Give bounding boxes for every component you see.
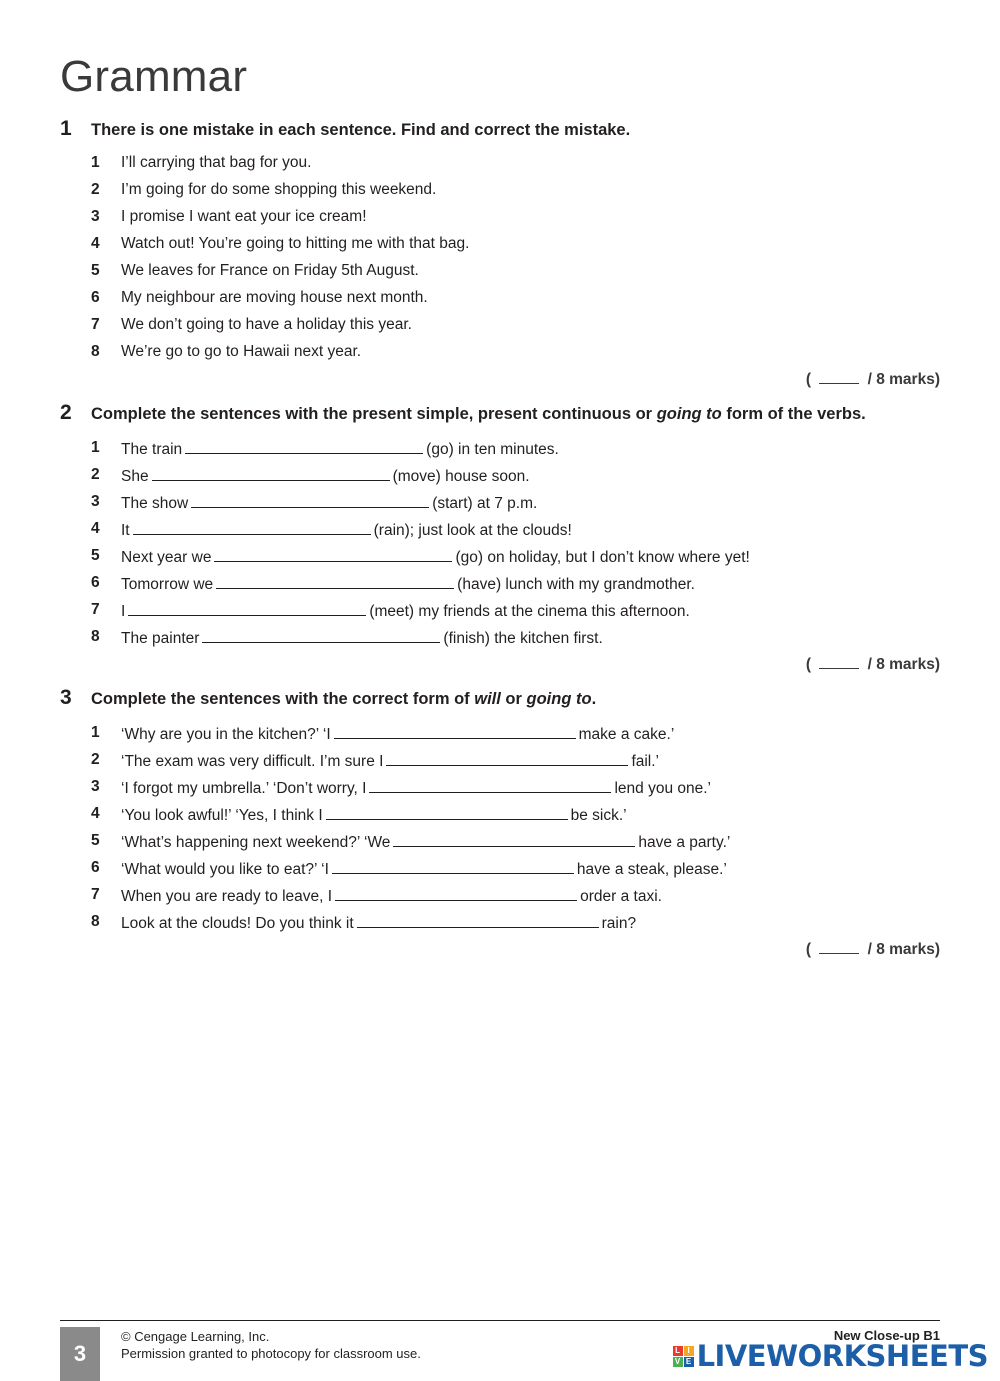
item-number: 5 [91, 832, 100, 849]
answer-blank[interactable] [214, 547, 452, 562]
instruction-italic: going to [656, 405, 722, 423]
instruction-part: . [591, 690, 597, 708]
brand-wordmark: LIVEWORKSHEETS [696, 1339, 988, 1373]
item-number: 5 [91, 547, 100, 564]
section-number: 2 [60, 401, 72, 424]
item-text-before: Watch out! You’re going to hitting me with that bag. [121, 235, 470, 252]
marks-score: ( / 8 marks) [805, 371, 940, 388]
item-text-after: (go) on holiday, but I don’t know where yet! [455, 549, 750, 566]
item-number: 3 [91, 208, 100, 225]
score-blank[interactable] [819, 939, 859, 954]
item-text-after: (finish) the kitchen first. [443, 630, 603, 647]
section-number: 1 [60, 117, 72, 140]
item-text-before: We’re go to go to Hawaii next year. [121, 343, 362, 360]
logo-letter: E [684, 1357, 694, 1367]
item-number: 7 [91, 601, 100, 618]
item-number: 8 [91, 628, 100, 645]
item-number: 8 [91, 343, 100, 360]
item-text-before: The train [121, 441, 183, 458]
item-text-before: ‘Why are you in the kitchen?’ ‘I [121, 726, 331, 743]
item-text-after: (move) house soon. [392, 468, 530, 485]
item-text [121, 574, 695, 594]
permission-text: Permission granted to photocopy for classroom use. [121, 1346, 421, 1361]
item-number: 4 [91, 235, 100, 252]
answer-blank[interactable] [357, 913, 599, 928]
liveworksheets-logo [673, 1341, 988, 1371]
item-text-before: I [121, 603, 126, 620]
item-text-after: have a party.’ [638, 834, 731, 851]
item-text [121, 601, 690, 621]
item-text [121, 262, 419, 280]
item-text [121, 520, 572, 540]
item-text [121, 466, 530, 486]
marks-label: / 8 marks) [867, 941, 940, 958]
item-number: 4 [91, 805, 100, 822]
item-text [121, 343, 361, 361]
item-text [121, 547, 750, 567]
item-text-before: I’m going for do some shopping this weekend. [121, 181, 437, 198]
item-text-before: Tomorrow we [121, 576, 214, 593]
item-text [121, 832, 730, 852]
item-number: 5 [91, 262, 100, 279]
instruction-italic: will [474, 690, 501, 708]
marks-label: / 8 marks) [867, 656, 940, 673]
item-text [121, 154, 311, 172]
marks-score: ( / 8 marks) [805, 941, 940, 958]
item-text-before: When you are ready to leave, I [121, 888, 333, 905]
section-instruction: There is one mistake in each sentence. Find and correct the mistake. [91, 121, 631, 139]
item-number: 2 [91, 466, 100, 483]
copyright-text: © Cengage Learning, Inc. [121, 1329, 270, 1344]
item-number: 1 [91, 439, 100, 456]
page-title: Grammar [60, 52, 248, 101]
item-text-after: rain? [601, 915, 637, 932]
score-blank[interactable] [819, 369, 859, 384]
answer-blank[interactable] [335, 886, 577, 901]
item-text [121, 724, 674, 744]
item-text [121, 493, 537, 513]
answer-blank[interactable] [185, 439, 423, 454]
answer-blank[interactable] [133, 520, 371, 535]
logo-letter: V [673, 1357, 683, 1367]
item-text-before: ‘What would you like to eat?’ ‘I [121, 861, 329, 878]
logo-letter: L [673, 1346, 683, 1356]
item-text [121, 628, 603, 648]
item-text-before: I’ll carrying that bag for you. [121, 154, 312, 171]
item-text-after: (rain); just look at the clouds! [373, 522, 572, 539]
section-instruction [91, 690, 596, 709]
item-text-before: She [121, 468, 149, 485]
answer-blank[interactable] [202, 628, 440, 643]
instruction-part: Complete the sentences with the correct form of [91, 690, 475, 708]
answer-blank[interactable] [191, 493, 429, 508]
item-text-before: My neighbour are moving house next month. [121, 289, 428, 306]
score-blank[interactable] [819, 654, 859, 669]
instruction-part: form of the verbs. [721, 405, 866, 423]
item-text-after: (go) in ten minutes. [426, 441, 559, 458]
answer-blank[interactable] [128, 601, 366, 616]
instruction-part: Complete the sentences with the present simple, present continuous or [91, 405, 657, 423]
marks-label: / 8 marks) [867, 371, 940, 388]
item-text [121, 805, 627, 825]
copyright-notice [121, 1328, 421, 1362]
item-text-after: have a steak, please.’ [576, 861, 727, 878]
item-text-before: ‘I forgot my umbrella.’ ‘Don’t worry, I [121, 780, 367, 797]
item-number: 1 [91, 724, 100, 741]
logo-grid-icon [673, 1346, 694, 1367]
item-text-before: We leaves for France on Friday 5th August. [121, 262, 419, 279]
item-text-before: Look at the clouds! Do you think it [121, 915, 354, 932]
section-instruction [91, 405, 866, 424]
answer-blank[interactable] [332, 859, 574, 874]
section-number: 3 [60, 686, 72, 709]
item-text-before: We don’t going to have a holiday this year. [121, 316, 412, 333]
item-text [121, 316, 412, 334]
item-text-after: fail.’ [631, 753, 660, 770]
item-text-after: order a taxi. [580, 888, 662, 905]
item-number: 8 [91, 913, 100, 930]
footer-divider [60, 1320, 940, 1321]
item-text-before: ‘The exam was very difficult. I’m sure I [121, 753, 384, 770]
page-number: 3 [60, 1327, 100, 1381]
answer-blank[interactable] [152, 466, 390, 481]
item-text [121, 439, 559, 459]
instruction-part: or [500, 690, 527, 708]
item-text-after: lend you one.’ [614, 780, 712, 797]
item-text [121, 181, 436, 199]
item-text-before: The painter [121, 630, 200, 647]
item-number: 4 [91, 520, 100, 537]
item-number: 3 [91, 493, 100, 510]
answer-blank[interactable] [334, 724, 576, 739]
item-text-before: I promise I want eat your ice cream! [121, 208, 367, 225]
logo-letter: I [684, 1346, 694, 1356]
item-number: 2 [91, 181, 100, 198]
item-text-before: The show [121, 495, 189, 512]
instruction-italic: going to [526, 690, 592, 708]
marks-score: ( / 8 marks) [805, 656, 940, 673]
item-text-before: ‘What’s happening next weekend?’ ‘We [121, 834, 391, 851]
item-text-after: (have) lunch with my grandmother. [457, 576, 695, 593]
item-text [121, 886, 662, 906]
item-number: 7 [91, 886, 100, 903]
answer-blank[interactable] [216, 574, 454, 589]
item-text [121, 208, 367, 226]
item-number: 1 [91, 154, 100, 171]
book-title: New Close-up B1 [833, 1328, 940, 1343]
item-text-after: (start) at 7 p.m. [432, 495, 538, 512]
item-text [121, 913, 636, 933]
answer-blank[interactable] [393, 832, 635, 847]
item-text [121, 289, 428, 307]
answer-blank[interactable] [326, 805, 568, 820]
item-text [121, 778, 711, 798]
item-text-after: be sick.’ [570, 807, 627, 824]
item-text [121, 235, 469, 253]
item-text [121, 859, 727, 879]
answer-blank[interactable] [386, 751, 628, 766]
answer-blank[interactable] [369, 778, 611, 793]
item-text [121, 751, 659, 771]
item-number: 2 [91, 751, 100, 768]
item-text-after: make a cake.’ [578, 726, 675, 743]
item-number: 7 [91, 316, 100, 333]
item-text-before: It [121, 522, 130, 539]
item-text-before: ‘You look awful!’ ‘Yes, I think I [121, 807, 323, 824]
item-number: 3 [91, 778, 100, 795]
item-number: 6 [91, 574, 100, 591]
item-number: 6 [91, 289, 100, 306]
item-number: 6 [91, 859, 100, 876]
item-text-before: Next year we [121, 549, 212, 566]
item-text-after: (meet) my friends at the cinema this afternoon. [369, 603, 690, 620]
